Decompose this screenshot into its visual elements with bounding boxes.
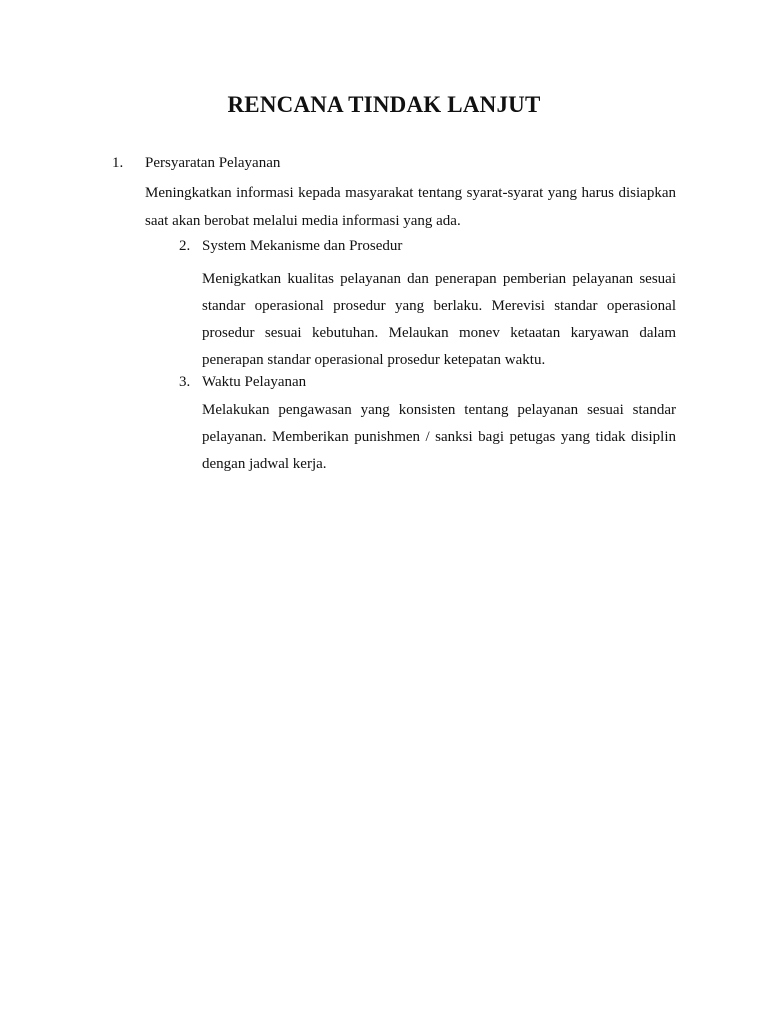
list-item-heading: System Mekanisme dan Prosedur: [202, 238, 403, 254]
list-item-body: Menigkatkan kualitas pelayanan dan penerapan pemberian pelayanan sesuai standar operasional prosedur yang berlaku. Merevisi standar operasional prosedur sesuai kebutuhan. Melaukan monev ketaatan karyawan dalam penerapan standar operasional prosedur ketepatan waktu.: [202, 271, 676, 368]
list-item-body: Melakukan pengawasan yang konsisten tentang pelayanan sesuai standar pelayanan. Memberikan punishmen / sanksi bagi petugas yang tidak disiplin dengan jadwal kerja.: [202, 402, 676, 472]
list-item-heading: Persyaratan Pelayanan: [145, 155, 281, 171]
list-item-number: 3.: [179, 374, 191, 390]
list-item-number: 2.: [179, 238, 191, 254]
list-item-number: 1.: [112, 155, 124, 171]
list-item-heading: Waktu Pelayanan: [202, 374, 307, 390]
page-title: RENCANA TINDAK LANJUT: [227, 92, 541, 117]
list-item-body: Meningkatkan informasi kepada masyarakat tentang syarat-syarat yang harus disiapkan saat akan berobat melalui media informasi yang ada.: [145, 185, 676, 229]
